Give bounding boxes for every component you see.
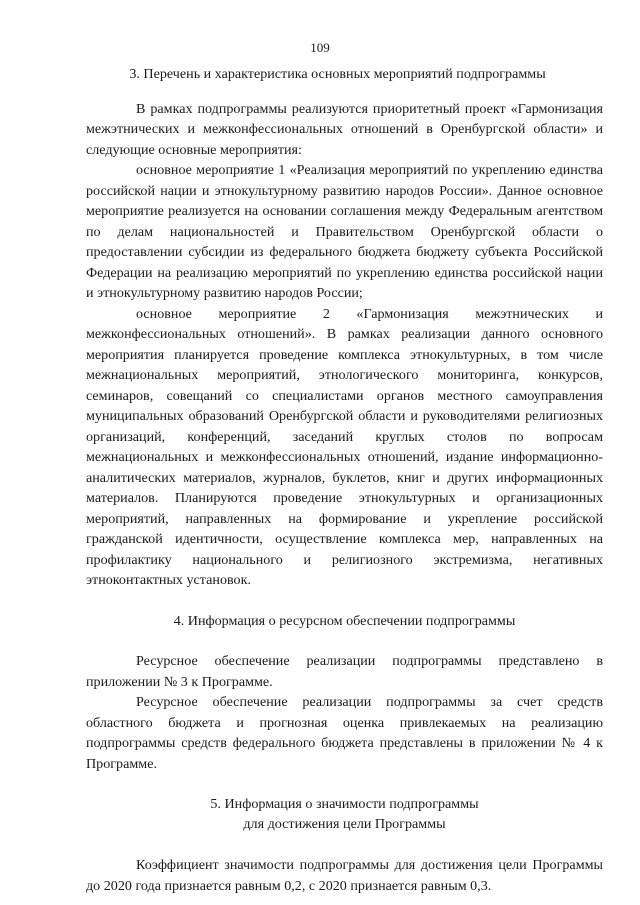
section-4-paragraph-2: Ресурсное обеспечение реализации подпрограммы за счет средств областного бюджета и прогнозная оценка привлекаемых на реализацию подпрограммы средств федерального бюджета представлены в приложении № 4 к Программе. [86, 694, 603, 772]
section-3-paragraph-measure-1: основное мероприятие 1 «Реализация мероприятий по укреплению единства российской нации и этнокультурному развитию народов России». Данное основное мероприятие реализуется на основании соглашения между Федеральным агентством по делам национальностей и Правительством Оренбургской области о предоставлении субсидии из федерального бюджета бюджету субъекта Российской Федерации на реализацию мероприятий по укреплению единства российской нации и этнокультурному развитию народов России; [86, 162, 603, 301]
section-3-heading: 3. Перечень и характеристика основных мероприятий подпрограммы [129, 66, 546, 82]
section-3-paragraph-intro: В рамках подпрограммы реализуются приоритетный проект «Гармонизация межэтнических и межконфессиональных отношений в Оренбургской области» и следующие основные мероприятия: [86, 100, 603, 158]
section-4-heading: 4. Информация о ресурсном обеспечении подпрограммы [173, 612, 516, 629]
section-5-heading-line-2: для достижения цели Программы [243, 816, 446, 832]
section-4-paragraph-1: Ресурсное обеспечение реализации подпрограммы представлено в приложении № 3 к Программе. [86, 653, 603, 690]
section-5-heading-line-1: 5. Информация о значимости подпрограммы [210, 796, 479, 812]
document-body [86, 64, 603, 896]
page-number: 109 [310, 40, 330, 55]
section-5-paragraph-1: Коэффициент значимости подпрограммы для достижения цели Программы до 2020 года признается равным 0,2, с 2020 признается равным 0,3. [86, 857, 603, 894]
section-5-heading [86, 794, 603, 834]
section-3-paragraph-measure-2: основное мероприятие 2 «Гармонизация межэтнических и межконфессиональных отношений». В рамках реализации данного основного мероприятия планируется проведение комплекса этнокультурных, в том числе межнациональных мероприятий, этнологического мониторинга, конкурсов, семинаров, совещаний со специалистами органов местного самоуправления муниципальных образований Оренбургской области и руководителями религиозных организаций, конференций, заседаний круглых столов по вопросам межнациональных и межконфессиональных отношений, издание информационно-аналитических материалов, журналов, буклетов, книг и других информационных материалов. Планируются проведение этнокультурных и организационных мероприятий, направленных на формирование и укрепление российской гражданской идентичности, осуществление комплекса мер, направленных на профилактику национального и религиозного экстремизма, негативных этноконтактных установок. [86, 305, 603, 588]
